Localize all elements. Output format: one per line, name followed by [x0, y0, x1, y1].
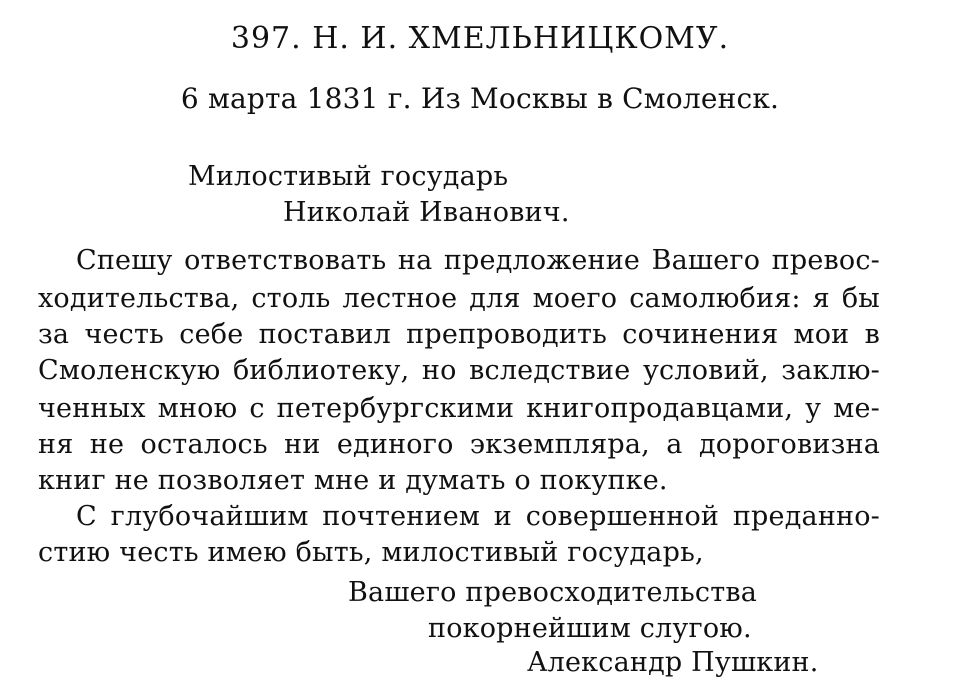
letter-dateline: 6 марта 1831 г. Из Москвы в Смоленск. — [180, 82, 780, 115]
body-line: С глубочайшим почтением и совершенной преданно- — [76, 501, 880, 532]
salutation-name: Николай Иванович. — [283, 197, 570, 228]
body-line: стию честь имею быть, милостивый государь, — [38, 537, 704, 568]
body-line: ходительства, столь лестное для моего самолюбия: я бы — [38, 283, 880, 314]
body-line: книг не позволяет мне и думать о покупке. — [38, 465, 668, 496]
body-line: ченных мною с петербургскими книгопродавцами, у ме- — [38, 393, 880, 424]
letter-title: 397. Н. И. ХМЕЛЬНИЦКОМУ. — [230, 21, 730, 56]
closing-line: покорнейшим слугою. — [428, 613, 752, 644]
closing-line: Вашего превосходительства — [348, 577, 758, 608]
signature: Александр Пушкин. — [527, 647, 819, 678]
body-line: за честь себе поставил препроводить сочинения мои в — [38, 319, 880, 350]
salutation-line: Милостивый государь — [188, 161, 509, 192]
body-line: Спешу ответствовать на предложение Вашего превос- — [76, 245, 880, 276]
body-line: Смоленскую библиотеку, но вследствие условий, заклю- — [38, 355, 880, 386]
body-line: ня не осталось ни единого экземпляра, а дороговизна — [38, 429, 880, 460]
